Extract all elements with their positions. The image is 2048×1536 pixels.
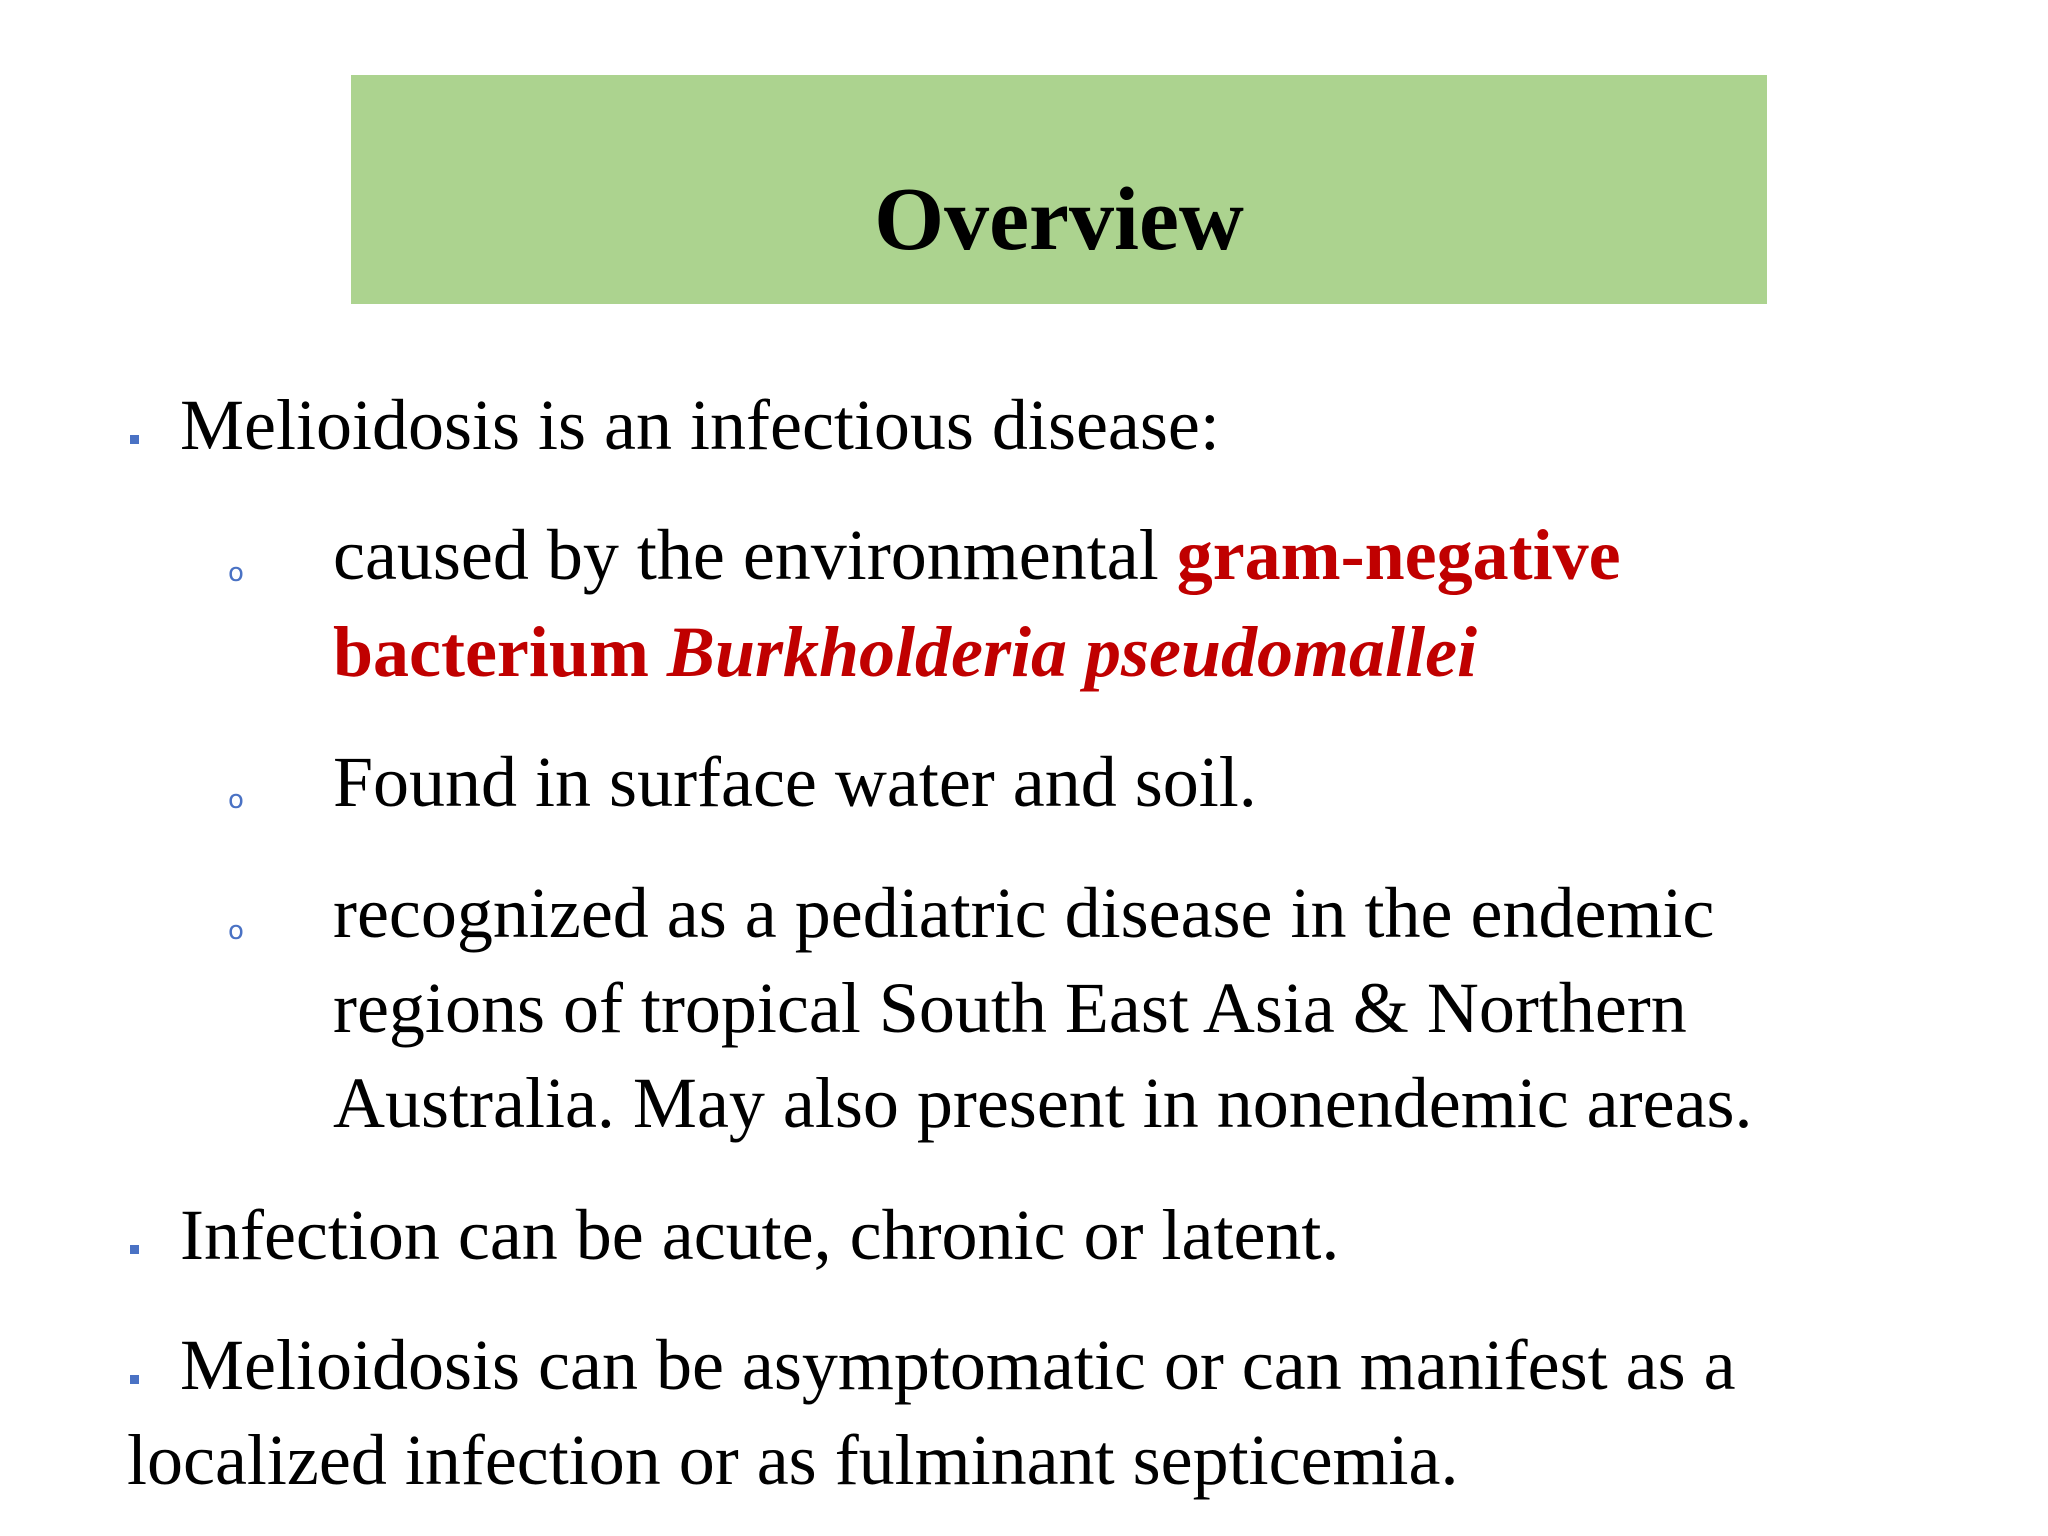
sub-bullet-text: recognized as a pediatric disease in the endemic	[333, 873, 1715, 953]
sub-bullet-text: caused by the environmental	[333, 515, 1177, 595]
slide-title: Overview	[874, 170, 1244, 269]
circle-bullet-icon: o	[228, 916, 244, 946]
sub-bullet-line	[333, 607, 1477, 697]
sub-bullet-text: regions of tropical South East Asia & Northern	[333, 968, 1687, 1048]
sub-bullet-line	[333, 510, 1621, 600]
bullet-text: Melioidosis can be asymptomatic or can manifest as a	[180, 1325, 1736, 1405]
bullet-text: Infection can be acute, chronic or latent.	[180, 1195, 1340, 1275]
sub-bullet-text: Found in surface water and soil.	[333, 742, 1257, 822]
square-bullet-icon	[130, 1375, 139, 1384]
bullet-text: Melioidosis is an infectious disease:	[180, 385, 1220, 465]
square-bullet-icon	[130, 435, 139, 444]
square-bullet-icon	[130, 1245, 139, 1254]
sub-bullet-text: Australia. May also present in nonendemic areas.	[333, 1063, 1753, 1143]
species-name: Burkholderia pseudomallei	[666, 612, 1478, 692]
highlight-text: gram-negative	[1176, 515, 1621, 595]
highlight-text: bacterium	[333, 612, 667, 692]
bullet-text: localized infection or as fulminant septicemia.	[127, 1420, 1459, 1500]
circle-bullet-icon: o	[228, 558, 244, 588]
title-banner	[351, 75, 1767, 304]
circle-bullet-icon: o	[228, 785, 244, 815]
